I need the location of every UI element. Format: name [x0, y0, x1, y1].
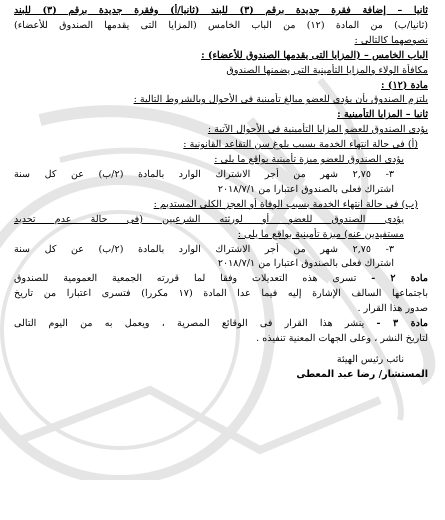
line-09: يؤدى الصندوق للعضو المزايا التأمينية فى الأحوال الآتية : [207, 124, 428, 136]
article-2-text: تسرى هذه التعديلات وفقا لما قررته الجمعية العمومية للصندوق [14, 273, 357, 285]
line-18: اشتراك فعلى بالصندوق اعتبارا من ٢٠١٨/٧/١ [217, 258, 394, 270]
line-11: يؤدى الصندوق للعضو ميزة تأمينية بواقع ما يلى : [214, 154, 404, 166]
article-2-label: مادة ٢ - [371, 273, 428, 285]
signatory-title: نائب رئيس الهيئة [336, 353, 404, 365]
article-3-line-1 [14, 317, 428, 332]
article-12-heading: مادة (١٢) : [381, 79, 428, 91]
section-two-heading: ثانيا – المزايا التأمينية : [337, 109, 428, 121]
clause-a-heading: (أ) فى حالة انتهاء الخدمة بسبب بلوغ سن التقاعد القانونية : [183, 139, 418, 151]
article-3-line-2: لتاريخ النشر ، وعلى الجهات المعنية تنفيذه . [256, 332, 428, 344]
line-12: ٣- ٢,٧٥ شهر من أجر الاشتراك الوارد بالمادة (٢/ب) عن كل سنة [14, 168, 395, 180]
line-17: ٣- ٢,٧٥ شهر من أجر الاشتراك الوارد بالمادة (٢/ب) عن كل سنة [14, 243, 395, 255]
line-02: (ثانيا/ب) من المادة (١٢) من الباب الخامس (المزايا التى يقدمها الصندوق للأعضاء) [14, 19, 428, 31]
line-01: ثانيا – إضافة فقرة جديدة برقم (٣) للبند (ثانيا/أ) وفقرة جديدة برقم (٣) للبند [14, 5, 428, 16]
article-2-line-1 [14, 272, 428, 287]
line-07: يلتزم الصندوق بأن يؤدى للعضو مبالغ تأمينية فى الأحوال وبالشروط التالية : [133, 94, 428, 106]
clause-b-heading: (ب) فى حالة انتهاء الخدمة بسبب الوفاة أو العجز الكلى المستديم : [153, 198, 418, 210]
article-3-label: مادة ٣ - [376, 318, 428, 330]
line-03: نصوصهما كالتالى : [354, 34, 428, 46]
article-2-line-3: صدور هذا القرار . [357, 303, 428, 315]
article-2-line-2: باجتماعها السالف الإشارة إليه فيما عدا المادة (١٧ مكررا) فتسرى اعتبارا من تاريخ [14, 288, 428, 300]
article-3-text: ينشر هذا القرار فى الوقائع المصرية ، ويعمل به من اليوم التالى [14, 318, 365, 330]
line-15: يؤدى الصندوق للعضو أو لورثته الشرعيين (فى حالة عدم تحديد [14, 213, 404, 225]
decree-page [14, 4, 428, 383]
line-13: اشتراك فعلى بالصندوق اعتبارا من ٢٠١٨/٧/١ [217, 183, 394, 195]
line-16: مستفيدين عنه) ميزة تأمينية بواقع ما يلى : [237, 228, 404, 240]
signatory-name: المستشار/ رضا عبد المعطى [296, 368, 428, 380]
loyalty-bonus-heading: مكافأة الولاء والمزايا التأمينية التى يضمنها الصندوق [226, 64, 428, 76]
chapter-five-heading: الباب الخامس – (المزايا التى يقدمها الصندوق للأعضاء) : [201, 49, 428, 61]
